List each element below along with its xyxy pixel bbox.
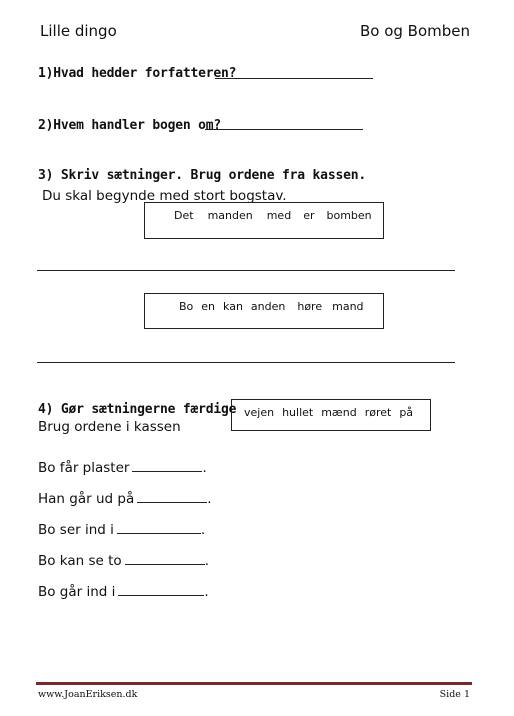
word-box-2-word: Bo <box>179 300 194 313</box>
sentence-4-text: Bo kan se to <box>38 553 122 569</box>
word-box-2-word: anden <box>250 300 286 313</box>
question-4-title: 4) Gør sætningerne færdige <box>38 402 237 417</box>
sentence-2 <box>38 490 212 507</box>
word-box-3-word: på <box>399 406 414 419</box>
sentence-5-blank[interactable] <box>118 583 204 596</box>
sentence-3-end: . <box>200 522 206 538</box>
sentence-2-blank[interactable] <box>137 490 207 503</box>
question-3-instruction: Du skal begynde med stort bogstav. <box>42 188 287 204</box>
sentence-5-text: Bo går ind i <box>38 584 116 600</box>
sentence-2-text: Han går ud på <box>38 491 135 507</box>
word-box-1-words <box>174 209 372 222</box>
word-box-3-word: mænd <box>321 406 357 419</box>
question-1: 1)Hvad hedder forfatteren? <box>38 66 237 81</box>
answer-line-1[interactable] <box>215 78 373 79</box>
word-box-3-word: vejen <box>244 406 275 419</box>
sentence-1-end: . <box>202 460 207 476</box>
word-box-3-words <box>244 406 413 419</box>
word-box-2-word: mand <box>332 300 364 313</box>
sentence-3-blank[interactable] <box>117 521 201 534</box>
sentence-5-end: . <box>204 584 209 600</box>
question-3-title: 3) Skriv sætninger. Brug ordene fra kassen. <box>38 168 366 183</box>
word-box-3-word: røret <box>364 406 392 419</box>
word-box-3-word: hullet <box>282 406 314 419</box>
sentence-1-text: Bo får plaster <box>38 460 130 476</box>
header-right-title: Bo og Bomben <box>359 22 470 40</box>
word-box-1-word: bomben <box>326 209 372 222</box>
header-left-title: Lille dingo <box>40 22 117 40</box>
sentence-4 <box>38 552 209 569</box>
word-box-1-word: Det <box>174 209 194 222</box>
word-box-2-word: en <box>201 300 216 313</box>
footer-page-number: Side 1 <box>439 689 470 700</box>
answer-line-2[interactable] <box>205 129 363 130</box>
sentence-2-end: . <box>207 491 212 507</box>
sentence-4-end: . <box>204 553 209 569</box>
sentence-3-text: Bo ser ind i <box>38 522 114 538</box>
question-2: 2)Hvem handler bogen om? <box>38 118 222 133</box>
question-4-instruction: Brug ordene i kassen <box>38 419 181 435</box>
word-box-1-word: med <box>266 209 292 222</box>
answer-line-3b[interactable] <box>37 362 455 363</box>
footer-divider <box>36 682 472 685</box>
sentence-5 <box>38 583 209 600</box>
word-box-2-word: kan <box>223 300 243 313</box>
sentence-1-blank[interactable] <box>132 459 202 472</box>
word-box-1-word: manden <box>207 209 253 222</box>
answer-line-3a[interactable] <box>37 270 455 271</box>
sentence-4-blank[interactable] <box>125 552 205 565</box>
word-box-2-word: høre <box>297 300 323 313</box>
sentence-3 <box>38 521 205 538</box>
sentence-1 <box>38 459 207 476</box>
word-box-1-word: er <box>303 209 315 222</box>
word-box-2-words <box>179 300 364 313</box>
footer-website: www.JoanEriksen.dk <box>38 689 138 700</box>
